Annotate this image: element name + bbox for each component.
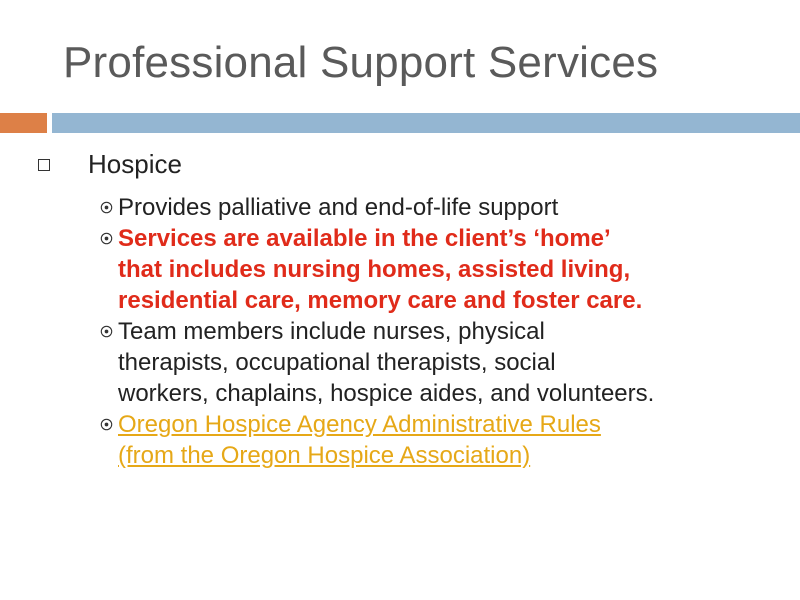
sub-bullet-text-line2: that includes nursing homes, assisted living, xyxy=(118,256,631,283)
sub-bullet-text-line1: Team members include nurses, physical xyxy=(118,318,545,345)
target-bullet-icon xyxy=(100,232,113,245)
target-bullet-icon xyxy=(100,325,113,338)
title-rule-bar xyxy=(52,113,800,133)
target-bullet-icon xyxy=(100,418,113,431)
square-bullet-icon xyxy=(38,159,50,171)
link-text-line1: Oregon Hospice Agency Administrative Rules xyxy=(118,411,601,438)
oregon-hospice-rules-link[interactable] xyxy=(118,411,601,469)
sub-bullet-text-line1: Services are available in the client’s ‘home’ xyxy=(118,225,611,252)
title-rule-accent xyxy=(0,113,47,133)
sub-bullet-text: Provides palliative and end-of-life support xyxy=(118,194,559,221)
bullet-level1-text: Hospice xyxy=(88,149,182,179)
target-bullet-icon xyxy=(100,201,113,214)
link-text-line2: (from the Oregon Hospice Association) xyxy=(118,442,531,469)
sub-bullet-item-home xyxy=(100,223,790,316)
sub-bullet-text-line3: workers, chaplains, hospice aides, and volunteers. xyxy=(118,380,655,407)
sub-bullet-text-line3: residential care, memory care and foster care. xyxy=(118,287,643,314)
sub-bullet-list xyxy=(100,192,790,471)
bullet-level1 xyxy=(38,147,182,181)
sub-bullet-item-team xyxy=(100,316,790,409)
sub-bullet-item-oregon-rules xyxy=(100,409,790,471)
slide-title: Professional Support Services xyxy=(63,38,659,87)
sub-bullet-item-palliative xyxy=(100,192,790,223)
sub-bullet-text-line2: therapists, occupational therapists, social xyxy=(118,349,556,376)
